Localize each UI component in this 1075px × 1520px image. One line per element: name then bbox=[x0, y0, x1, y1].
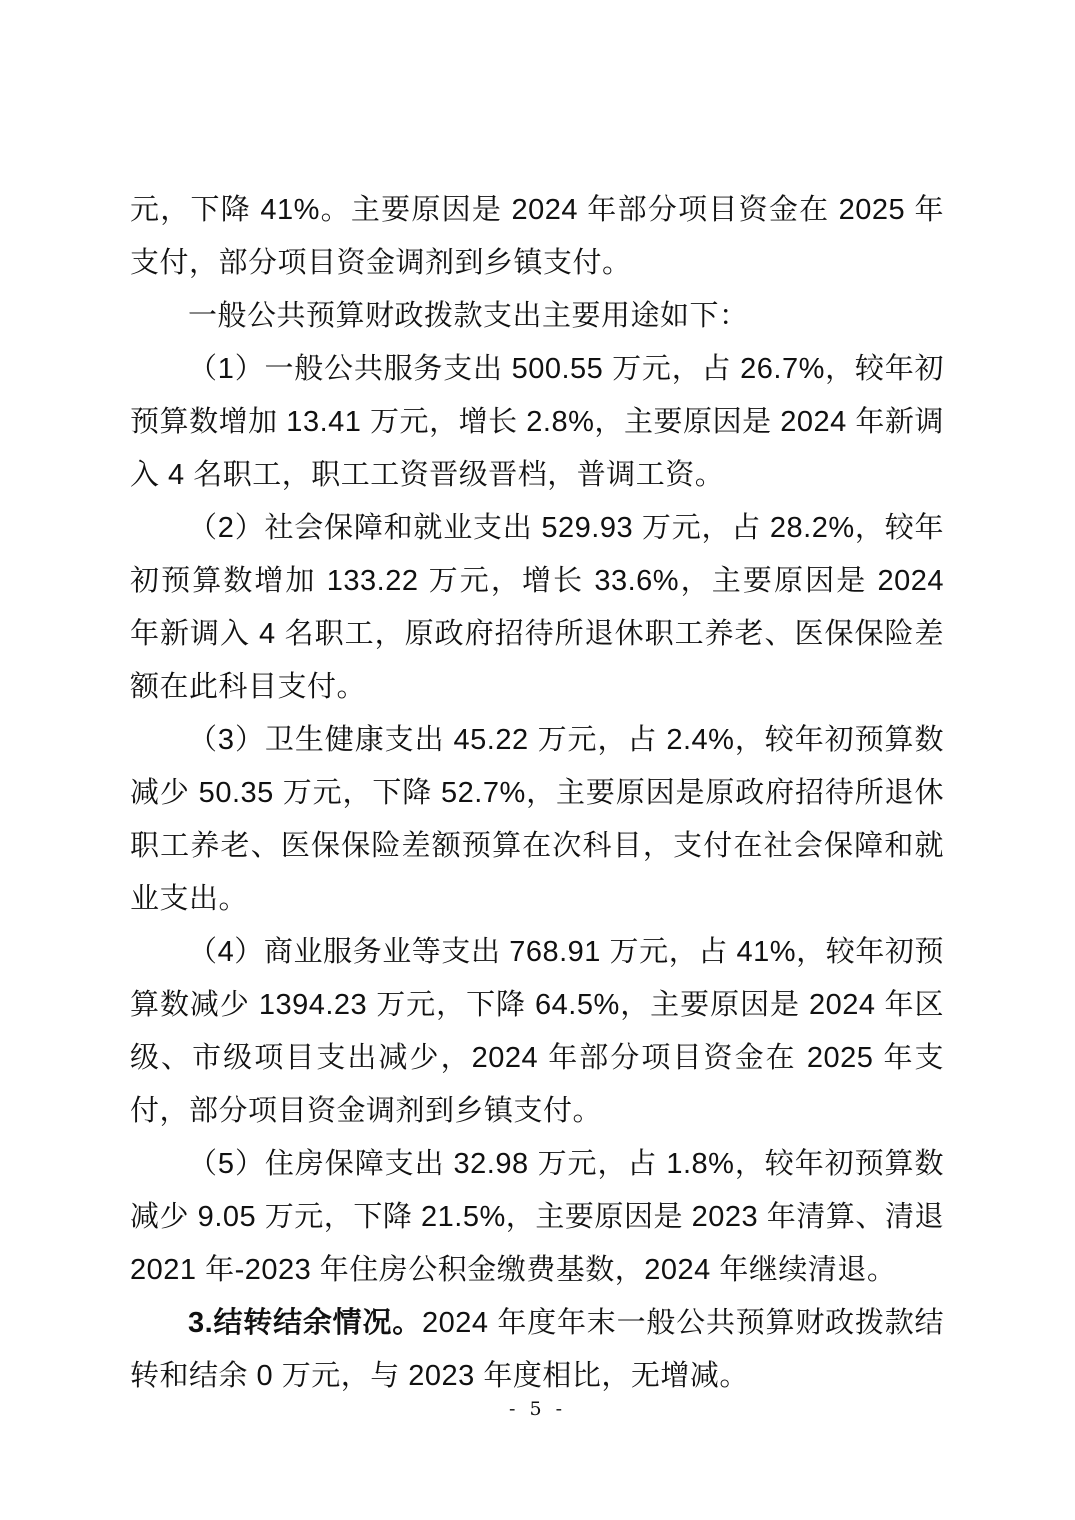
paragraph-intro-uses: 一般公共预算财政拨款支出主要用途如下： bbox=[188, 300, 749, 332]
paragraph-continuation: 元，下降 41%。主要原因是 2024 年部分项目资金在 2025 年支付，部分项目资金调剂到乡镇支付。 bbox=[130, 194, 944, 279]
carryover-text: 2024 年度年末一般公共预算财政拨款结转和结余 0 万元，与 2023 年度相比，无增减。 bbox=[130, 1307, 944, 1392]
paragraph-item-3-health: （3）卫生健康支出 45.22 万元，占 2.4%，较年初预算数减少 50.35 万元，下降 52.7%，主要原因是原政府招待所退休职工养老、医保保险差额预算在次科目，支付在社会保障和就业支出。 bbox=[130, 724, 944, 915]
page-number: - 5 - bbox=[508, 1398, 566, 1420]
paragraph-item-1-general-public-services: （1）一般公共服务支出 500.55 万元，占 26.7%，较年初预算数增加 13.41 万元，增长 2.8%，主要原因是 2024 年新调入 4 名职工，职工工资晋级晋档，普调工资。 bbox=[130, 353, 944, 491]
paragraph-item-2-social-security-employment: （2）社会保障和就业支出 529.93 万元，占 28.2%，较年初预算数增加 133.22 万元，增长 33.6%，主要原因是 2024 年新调入 4 名职工，原政府招待所退休职工养老、医保保险差额在此科目支付。 bbox=[130, 512, 944, 703]
paragraph-item-4-commercial-services: （4）商业服务业等支出 768.91 万元，占 41%，较年初预算数减少 1394.23 万元，下降 64.5%，主要原因是 2024 年区级、市级项目支出减少，2024 年部分项目资金在 2025 年支付，部分项目资金调剂到乡镇支付。 bbox=[130, 936, 944, 1127]
paragraph-item-5-housing-security: （5）住房保障支出 32.98 万元，占 1.8%，较年初预算数减少 9.05 万元，下降 21.5%，主要原因是 2023 年清算、清退 2021 年-2023 年住房公积金缴费基数，2024 年继续清退。 bbox=[130, 1148, 944, 1286]
paragraph-carryover-balance bbox=[130, 1297, 944, 1403]
document-body bbox=[130, 184, 944, 1403]
carryover-heading: 3.结转结余情况。 bbox=[188, 1307, 423, 1339]
